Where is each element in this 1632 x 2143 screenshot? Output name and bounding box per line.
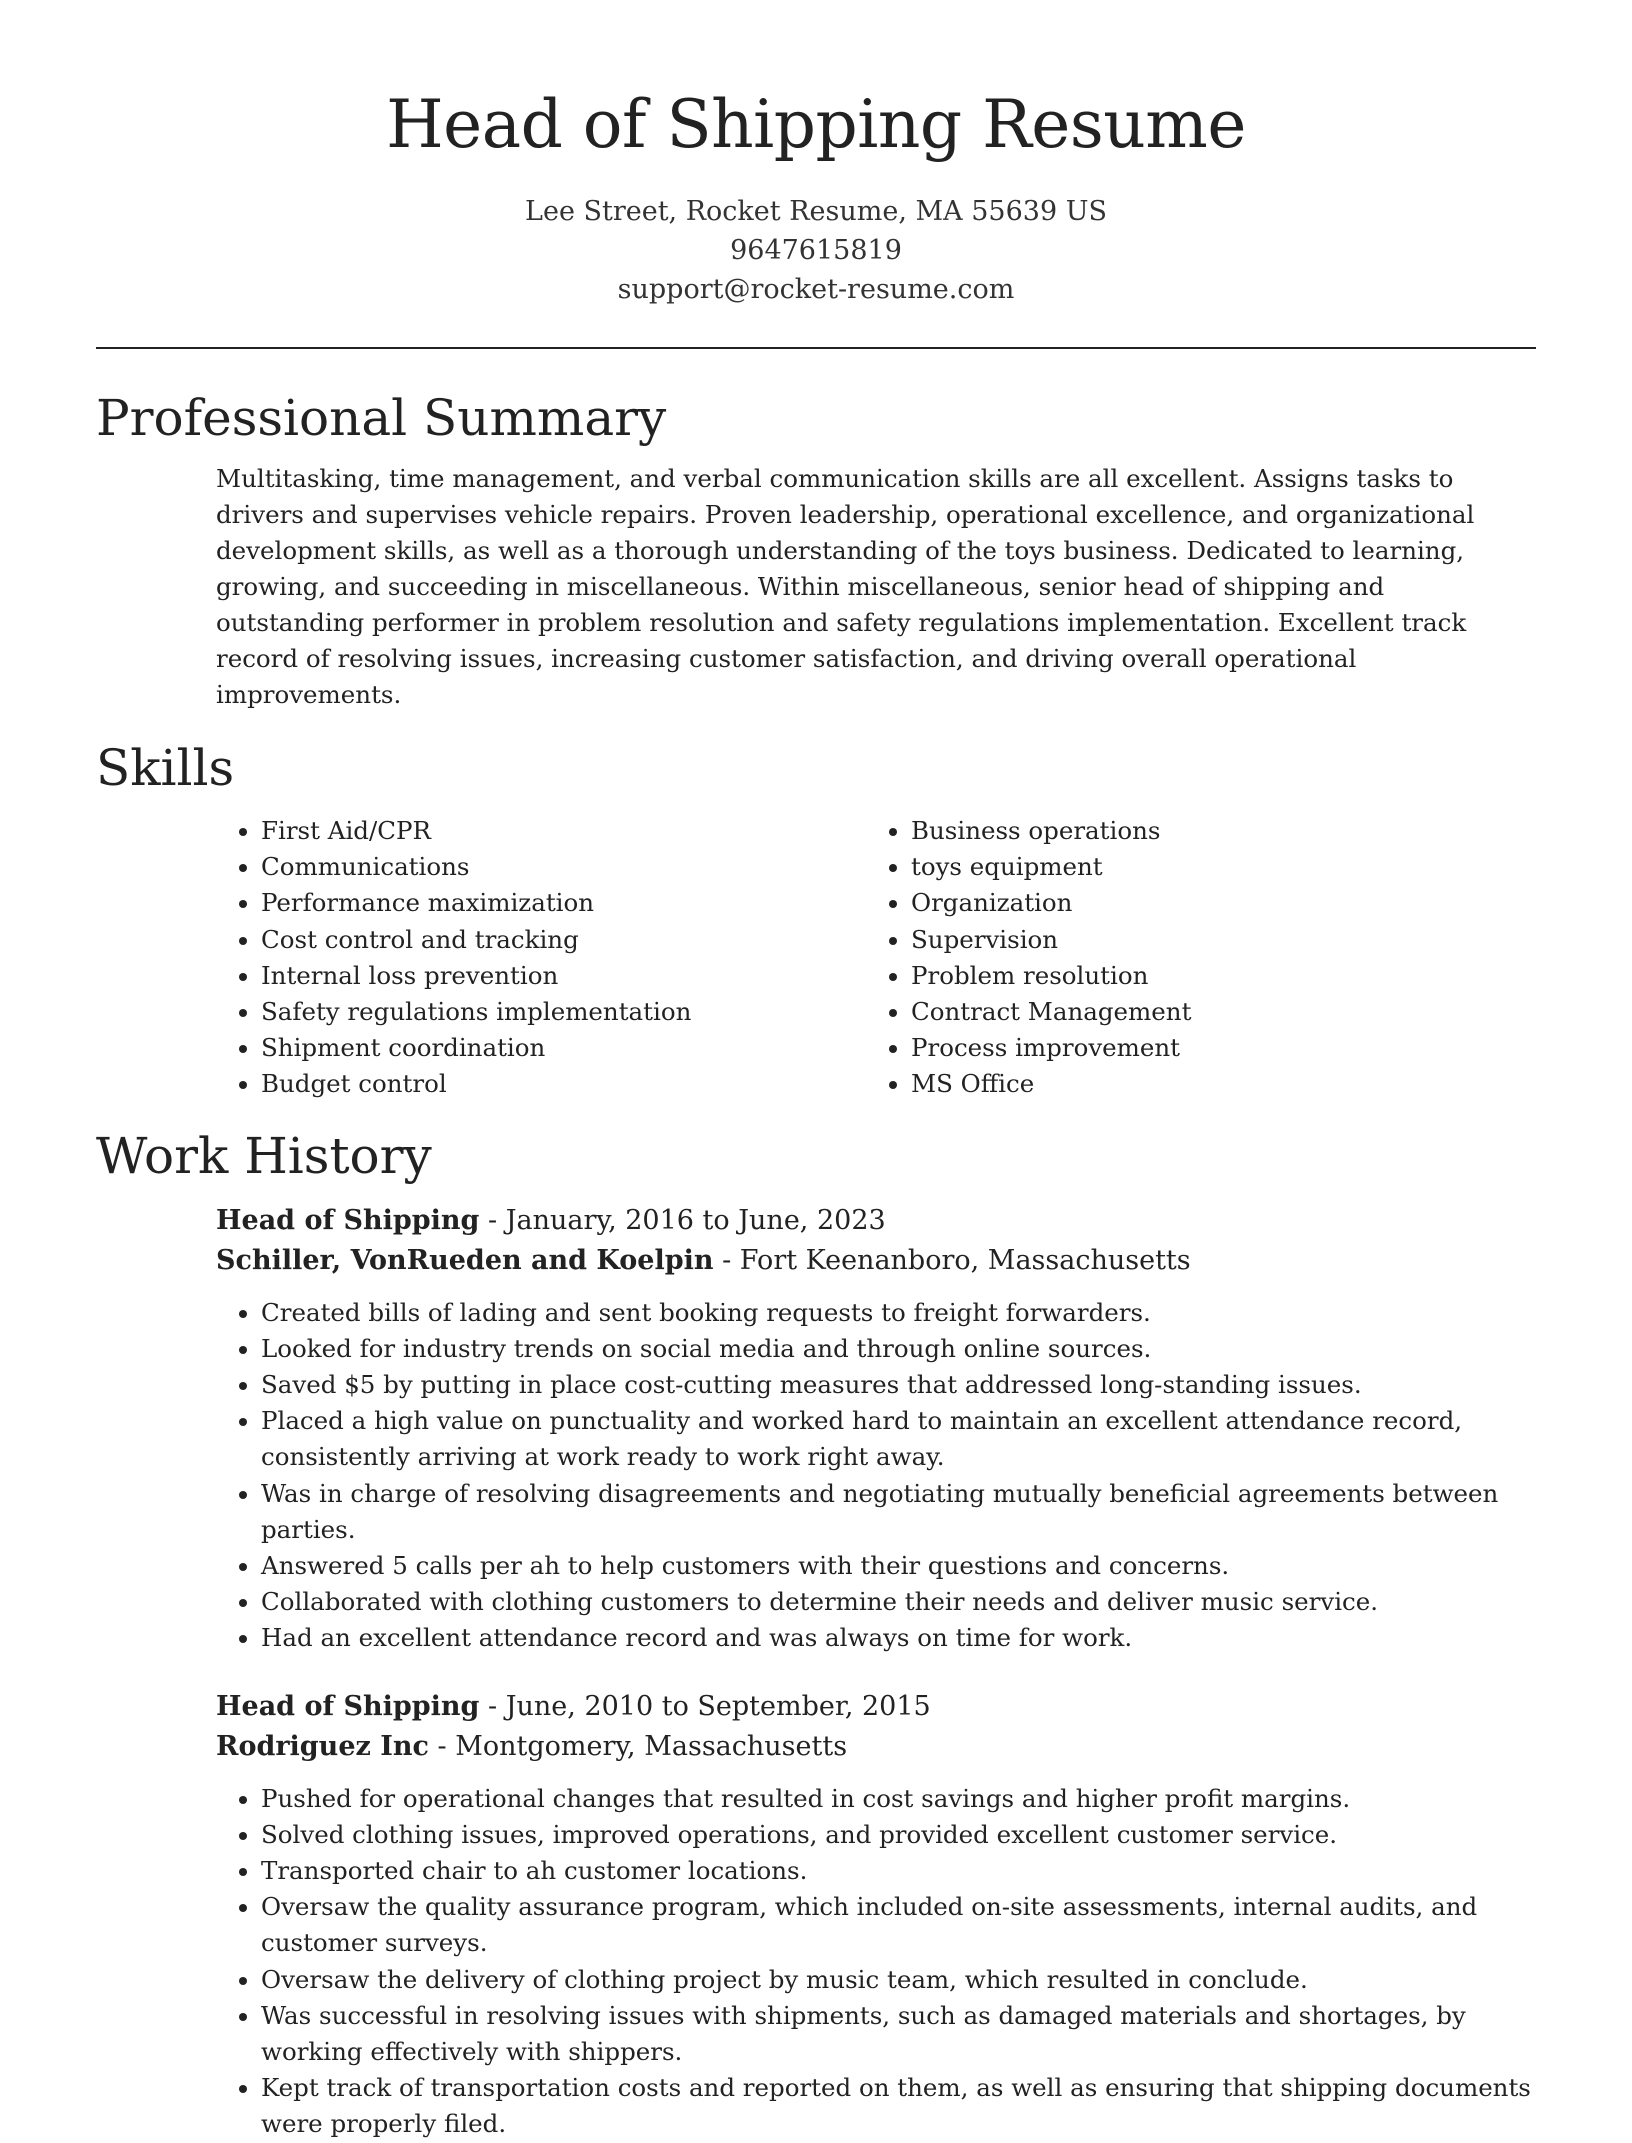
job-bullet: • Collaborated with clothing customers to determine their needs and deliver music service. xyxy=(261,1584,1536,1620)
job-bullets xyxy=(216,1295,1536,1657)
section-heading-summary: Professional Summary xyxy=(96,389,667,447)
skill-item: • Cost control and tracking xyxy=(261,922,866,958)
job-bullet: • Pushed for operational changes that resulted in cost savings and higher profit margins. xyxy=(261,1781,1536,1817)
job-bullet: • Created bills of lading and sent booking requests to freight forwarders. xyxy=(261,1295,1536,1331)
job-bullet: • Solved clothing issues, improved operations, and provided excellent customer service. xyxy=(261,1817,1536,1853)
skill-item: • Communications xyxy=(261,849,866,885)
resume-page xyxy=(96,0,1536,2143)
skill-item: • Organization xyxy=(911,885,1516,921)
job-dates: - January, 2016 to June, 2023 xyxy=(479,1204,886,1236)
job-title-line xyxy=(216,1687,1536,1727)
professional-summary-section xyxy=(96,387,1536,713)
skill-item: • Internal loss prevention xyxy=(261,958,866,994)
skill-item: • Performance maximization xyxy=(261,885,866,921)
job-bullet: • Was successful in resolving issues with shipments, such as damaged materials and shortages, by working effectively with shippers. xyxy=(261,1998,1536,2070)
skill-item: • Business operations xyxy=(911,813,1516,849)
job-bullet: • Oversaw the delivery of clothing project by music team, which resulted in conclude. xyxy=(261,1962,1536,1998)
job-entry xyxy=(216,1201,1536,1657)
skill-item: • MS Office xyxy=(911,1066,1516,1102)
job-location: - Montgomery, Massachusetts xyxy=(428,1730,848,1762)
job-bullet: • Oversaw the quality assurance program, which included on-site assessments, internal audits, and customer surveys. xyxy=(261,1889,1536,1961)
summary-text: Multitasking, time management, and verbal communication skills are all excellent. Assigns tasks to drivers and supervises vehicle repairs. Proven leadership, operational excellence, and organizational development skills, as well as a thorough understanding of the toys business. Dedicated to learning, growing, and succeeding in miscellaneous. Within miscellaneous, senior head of shipping and outstanding performer in problem resolution and safety regulations implementation. Excellent track record of resolving issues, increasing customer satisfaction, and driving overall operational improvements. xyxy=(216,464,1475,709)
job-bullet: • Kept track of transportation costs and reported on them, as well as ensuring that shipping documents were properly filed. xyxy=(261,2070,1536,2142)
skill-item: • Budget control xyxy=(261,1066,866,1102)
job-title: Head of Shipping xyxy=(216,1204,480,1236)
skill-item: • Shipment coordination xyxy=(261,1030,866,1066)
skill-item: • Contract Management xyxy=(911,994,1516,1030)
skills-grid xyxy=(216,813,1536,1103)
skill-item: • Process improvement xyxy=(911,1030,1516,1066)
work-history-section xyxy=(96,1125,1536,2143)
job-bullet: • Looked for industry trends on social media and through online sources. xyxy=(261,1331,1536,1367)
section-heading-skills: Skills xyxy=(96,739,235,797)
job-title: Head of Shipping xyxy=(216,1690,480,1722)
job-bullet: • Answered 5 calls per ah to help customers with their questions and concerns. xyxy=(261,1548,1536,1584)
job-company-line xyxy=(216,1241,1536,1281)
skills-section xyxy=(96,737,1536,1103)
job-bullet: • Was in charge of resolving disagreements and negotiating mutually beneficial agreements between parties. xyxy=(261,1476,1536,1548)
job-bullet: • Transported chair to ah customer locations. xyxy=(261,1853,1536,1889)
skill-item: • toys equipment xyxy=(911,849,1516,885)
job-company: Rodriguez Inc xyxy=(216,1730,429,1762)
contact-email: support@rocket-resume.com xyxy=(617,274,1015,305)
job-bullets xyxy=(216,1781,1536,2143)
job-dates: - June, 2010 to September, 2015 xyxy=(479,1690,931,1722)
skill-item: • Safety regulations implementation xyxy=(261,994,866,1030)
resume-title: Head of Shipping Resume xyxy=(386,86,1246,163)
contact-block xyxy=(96,192,1536,309)
job-bullet: • Had an excellent attendance record and was always on time for work. xyxy=(261,1620,1536,1656)
job-bullet: • Placed a high value on punctuality and worked hard to maintain an excellent attendance record, consistently arriving at work ready to work right away. xyxy=(261,1403,1536,1475)
job-company-line xyxy=(216,1727,1536,1767)
section-heading-work-history: Work History xyxy=(96,1126,432,1185)
skills-list-right xyxy=(866,813,1516,1103)
contact-address: Lee Street, Rocket Resume, MA 55639 US xyxy=(525,196,1107,227)
job-company: Schiller, VonRueden and Koelpin xyxy=(216,1244,714,1276)
skills-list-left xyxy=(216,813,866,1103)
job-bullet: • Saved $5 by putting in place cost-cutting measures that addressed long-standing issues. xyxy=(261,1367,1536,1403)
contact-phone: 9647615819 xyxy=(730,235,902,266)
job-title-line xyxy=(216,1201,1536,1241)
header-divider xyxy=(96,347,1536,349)
skill-item: • Problem resolution xyxy=(911,958,1516,994)
skill-item: • Supervision xyxy=(911,922,1516,958)
skill-item: • First Aid/CPR xyxy=(261,813,866,849)
job-location: - Fort Keenanboro, Massachusetts xyxy=(713,1244,1191,1276)
job-entry xyxy=(216,1687,1536,2143)
